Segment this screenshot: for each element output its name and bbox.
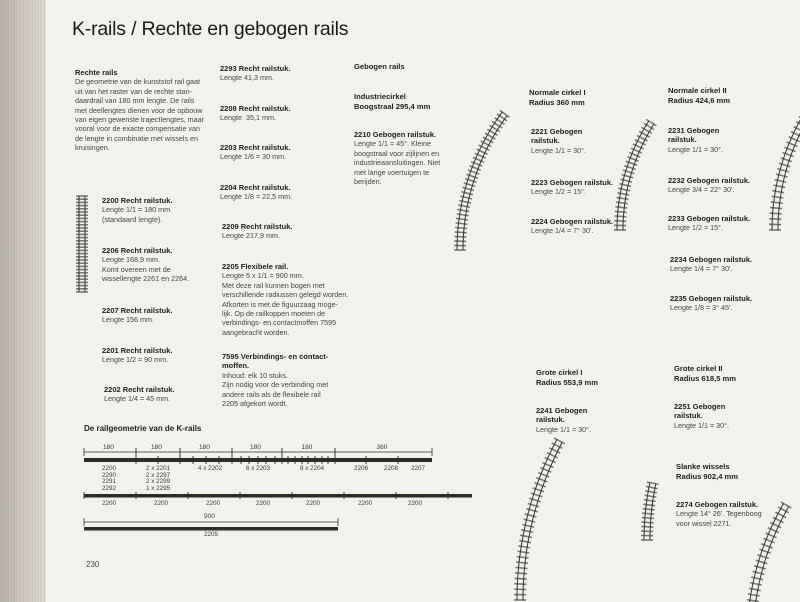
product-description: Lengte 35,1 mm. bbox=[220, 113, 276, 123]
normal-circle-1-heading: Normale cirkel I Radius 360 mm bbox=[529, 88, 586, 107]
row2-label: 2200 bbox=[206, 500, 221, 507]
row1-label: 2206 bbox=[354, 465, 369, 472]
row2-label: 2200 bbox=[358, 500, 373, 507]
product-description: Inhoud: elk 10 stuks. Zijn nodig voor de verbinding met andere rails als de flexibele rail 2205 afgekort wordt. bbox=[222, 370, 329, 409]
product-title: 2210 Gebogen railstuk. bbox=[354, 130, 437, 139]
product-description: Lengte 1/4 = 45 mm. bbox=[104, 394, 171, 404]
product-title: 2208 Recht railstuk. bbox=[220, 104, 291, 113]
product-title: 2251 Gebogen railstuk. bbox=[674, 402, 726, 421]
product-description: Lengte 14° 26'. Tegenboog voor wissel 2271. bbox=[676, 509, 762, 528]
product-title: 2221 Gebogen railstuk. bbox=[531, 127, 583, 146]
product-description: Lengte 1/1 = 30°. bbox=[668, 144, 724, 154]
product-description: Lengte 41,3 mm. bbox=[220, 73, 274, 83]
product-description: Lengte 1/4 = 7° 30'. bbox=[531, 226, 594, 236]
product-title: 2201 Recht railstuk. bbox=[102, 346, 173, 355]
product-description: Lengte 1/8 = 3° 45'. bbox=[670, 303, 733, 313]
product-description: Lengte 1/4 = 7° 30'. bbox=[670, 264, 733, 274]
curve-2251-icon bbox=[744, 502, 791, 602]
large-circle-2-heading: Grote cirkel II Radius 618,5 mm bbox=[674, 364, 737, 383]
dimension-label: 900 bbox=[204, 513, 215, 520]
product-title: 2293 Recht railstuk. bbox=[220, 64, 291, 73]
product-description: Lengte 1/6 = 30 mm. bbox=[220, 152, 287, 162]
product-description: Lengte 5 x 1/1 = 900 mm. Met deze rail kunnen bogen met verschillende radiussen gelegd worden. Afkorten is met de figuurzaag moge- lijk. Op de railkoppen moeten de verbindings- en contactmoffen 7595 aangebracht worden. bbox=[222, 271, 349, 337]
page-number: 230 bbox=[86, 560, 100, 569]
product-description: Lengte 3/4 = 22° 30'. bbox=[668, 185, 735, 195]
product-title: 2235 Gebogen railstuk. bbox=[670, 294, 753, 303]
dimension-label: 180 bbox=[199, 444, 210, 451]
product-title: 2200 Recht railstuk. bbox=[102, 196, 173, 205]
diagram-title: De railgeometrie van de K-rails bbox=[84, 424, 202, 433]
product-title: 2241 Gebogen railstuk. bbox=[536, 406, 588, 425]
curved-rails-heading: Gebogen rails bbox=[354, 62, 405, 71]
product-title: 2207 Recht railstuk. bbox=[102, 306, 173, 315]
dimension-label: 180 bbox=[103, 444, 114, 451]
product-description: Lengte 156 mm. bbox=[102, 315, 154, 325]
curve-2210-icon bbox=[454, 110, 510, 250]
dimension-label: 180 bbox=[301, 444, 313, 451]
row3-label: 2205 bbox=[204, 531, 219, 538]
product-title: 2224 Gebogen railstuk. bbox=[531, 217, 614, 226]
product-description: Lengte 1/1 = 30°. bbox=[674, 420, 730, 430]
row1-label: 2207 bbox=[411, 465, 426, 472]
normal-circle-2-heading: Normale cirkel II Radius 424,6 mm bbox=[668, 86, 731, 105]
product-description: Lengte 217,9 mm. bbox=[222, 231, 280, 241]
product-title: 2203 Recht railstuk. bbox=[220, 143, 291, 152]
row1-label: 2200 2290 2291 2292 bbox=[102, 465, 117, 492]
product-description: Lengte 1/2 = 15°. bbox=[531, 187, 587, 197]
row2-label: 2200 bbox=[408, 500, 423, 507]
dimension-label: 180 bbox=[250, 444, 261, 451]
track-bar-row2 bbox=[84, 494, 472, 498]
product-title: 2231 Gebogen railstuk. bbox=[668, 126, 720, 145]
product-title: 2202 Recht railstuk. bbox=[104, 385, 175, 394]
row2-label: 2200 bbox=[306, 500, 321, 507]
large-circle-1-heading: Grote cirkel I Radius 553,9 mm bbox=[536, 368, 599, 387]
product-title: 2206 Recht railstuk. bbox=[102, 246, 173, 255]
row2-label: 2200 bbox=[154, 500, 169, 507]
product-description: Lengte 168,9 mm. Komt overeen met de wissellengte 2261 en 2264. bbox=[102, 255, 190, 284]
row1-label: 6 x 2203 bbox=[246, 465, 271, 472]
product-title: 2204 Recht railstuk. bbox=[220, 183, 291, 192]
product-title: 2274 Gebogen railstuk. bbox=[676, 500, 759, 509]
row1-label: 2208 bbox=[384, 465, 399, 472]
intro-text: De geometrie van de kunststof rail gaat uit van het raster van de rechte stan- daardrail van 180 mm lengte. De rails met deellengtes dienen voor de opbouw van eigen gewenste trajectlengtes, maar vooral voor de exacte compensatie van de lengte in combinatie met wissels en kruisingen. bbox=[75, 77, 205, 153]
product-description: Lengte 1/1 = 30°. bbox=[536, 424, 592, 434]
row2-label: 2200 bbox=[256, 500, 271, 507]
intro-heading: Rechte rails bbox=[75, 68, 118, 77]
product-title: 2234 Gebogen railstuk. bbox=[670, 255, 753, 264]
dimension-label: 180 bbox=[151, 444, 162, 451]
slim-switch-heading: Slanke wissels Radius 902,4 mm bbox=[676, 462, 739, 481]
product-title: 7595 Verbindings- en contact- moffen. bbox=[222, 352, 329, 371]
row2-label: 2200 bbox=[102, 500, 117, 507]
product-title: 2223 Gebogen railstuk. bbox=[531, 178, 614, 187]
row1-label: 2 x 2201 2 x 2297 2 x 2299 1 x 2295 bbox=[146, 465, 171, 492]
product-title: 2209 Recht railstuk. bbox=[222, 222, 293, 231]
product-description: Lengte 1/8 = 22,5 mm. bbox=[220, 192, 293, 202]
product-title: 2205 Flexibele rail. bbox=[222, 262, 289, 271]
product-description: Lengte 1/1 = 180 mm (standaard lengte). bbox=[102, 205, 171, 224]
dimension-label: 360 bbox=[376, 444, 388, 451]
product-title: 2233 Gebogen railstuk. bbox=[668, 214, 751, 223]
curve-2241-icon bbox=[514, 438, 565, 600]
curve-2274-icon bbox=[641, 482, 659, 540]
product-description: Lengte 1/1 = 30°. bbox=[531, 145, 587, 155]
product-description: Lengte 1/1 = 45°. Kleine boogstraal voor zijlijnen en industrieaansluitingen. Niet met lange voertuigen te berijden. bbox=[354, 139, 441, 187]
product-title: 2232 Gebogen railstuk. bbox=[668, 176, 751, 185]
page-title: K-rails / Rechte en gebogen rails bbox=[72, 18, 349, 40]
straight-track-icon bbox=[76, 196, 88, 292]
row1-label: 4 x 2202 bbox=[198, 465, 223, 472]
product-description: Lengte 1/2 = 90 mm. bbox=[102, 355, 169, 365]
flexible-rail-bar bbox=[84, 527, 338, 531]
industrial-circle-heading: Industriecirkel Boogstraal 295,4 mm bbox=[354, 92, 431, 111]
product-description: Lengte 1/2 = 15°. bbox=[668, 223, 724, 233]
row1-label: 8 x 2204 bbox=[300, 465, 325, 472]
curve-2231-icon bbox=[769, 112, 800, 230]
curve-2221-icon bbox=[614, 119, 656, 230]
